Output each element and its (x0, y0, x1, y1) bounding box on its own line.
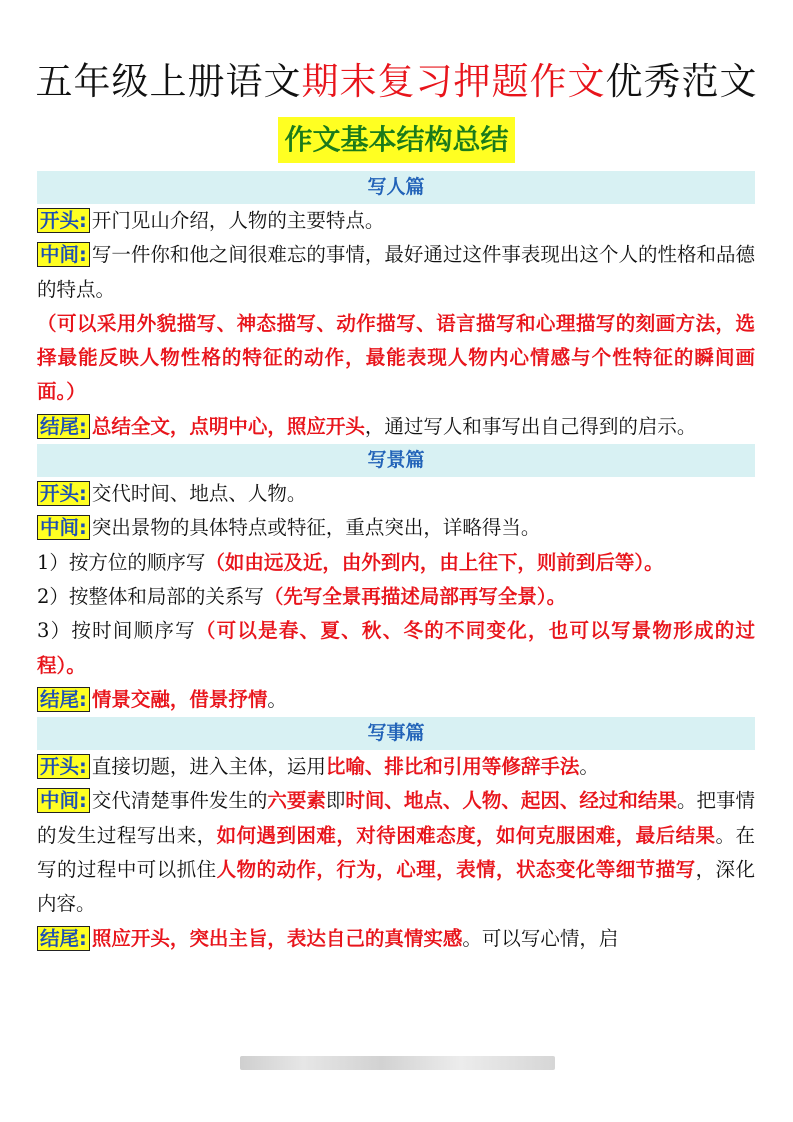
label-ending: 结尾: (37, 687, 90, 712)
xiejing-item-1-text: 1）按方位的顺序写 (37, 550, 206, 574)
label-middle: 中间: (37, 242, 90, 267)
xiejing-item-3-red: （可以是春、夏、秋、冬的不同变化，也可以写景物形成的过程）。 (37, 619, 755, 677)
xiejing-item-2-text: 2）按整体和局部的关系写 (37, 584, 264, 608)
xieshi-middle-5: 。把事情的发生过程写出来， (37, 789, 755, 847)
xieshi-middle (37, 784, 755, 921)
xiejing-ending-rest: 。 (267, 687, 287, 711)
xieshi-ending (37, 922, 755, 956)
xieshi-ending-rest: 。可以写心情，启 (462, 926, 619, 950)
xieshi-middle-4: 时间、地点、人物、起因、经过和结果 (345, 789, 677, 813)
xiejing-middle (37, 511, 755, 545)
xiejing-opening (37, 477, 755, 511)
document-body (37, 171, 755, 1031)
xieshi-middle-1: 交代清楚事件发生的 (91, 789, 268, 813)
label-opening: 开头: (37, 208, 90, 233)
xiejing-item-3 (37, 614, 755, 683)
xieren-middle-note: （可以采用外貌描写、神态描写、动作描写、语言描写和心理描写的刻画方法，选择最能反映人物性格的特征的动作，最能表现人物内心情感与个性特征的瞬间画面。） (37, 311, 755, 404)
xiejing-item-1 (37, 546, 755, 580)
section-heading-xieshi: 写事篇 (37, 717, 755, 750)
xiejing-item-2 (37, 580, 755, 614)
xieshi-middle-8: 人物的动作，行为，心理，表情，状态变化等细节描写 (216, 858, 696, 882)
label-middle: 中间: (37, 788, 90, 813)
xieren-middle (37, 238, 755, 307)
xieshi-middle-3: 即 (325, 789, 346, 813)
xieren-ending-red: 总结全文，点明中心，照应开头 (91, 414, 365, 438)
xiejing-opening-text: 交代时间、地点、人物。 (91, 482, 307, 506)
label-opening: 开头: (37, 754, 90, 779)
title-part-1: 五年级上册语文 (35, 60, 302, 103)
xieshi-middle-6: 如何遇到困难，对待困难态度，如何克服困难，最后结果 (216, 823, 716, 847)
section-heading-xieren: 写人篇 (37, 171, 755, 204)
xiejing-ending (37, 683, 755, 717)
page-subtitle: 作文基本结构总结 (278, 117, 514, 163)
xiejing-ending-red: 情景交融，借景抒情 (91, 687, 268, 711)
title-part-3: 优秀范文 (605, 60, 758, 103)
subtitle-container (0, 117, 793, 163)
xieren-middle-text: 写一件你和他之间很难忘的事情，最好通过这件事表现出这个人的性格和品德的特点。 (37, 243, 755, 301)
xieren-ending-rest: ，通过写人和事写出自己得到的启示。 (364, 414, 697, 438)
xieshi-middle-2: 六要素 (267, 789, 326, 813)
xieren-ending (37, 410, 755, 444)
xieshi-middle-9: ，深化内容。 (37, 858, 755, 916)
title-part-2: 期末复习押题作文 (301, 60, 606, 103)
xieshi-opening-red: 比喻、排比和引用等修辞手法 (325, 755, 580, 779)
xiejing-item-1-red: （如由远及近，由外到内，由上往下，则前到后等）。 (205, 550, 664, 574)
xieshi-middle-7: 。在写的过程中可以抓住 (37, 823, 755, 882)
page-title (0, 58, 793, 106)
xiejing-item-2-red: （先写全景再描述局部再写全景）。 (263, 584, 567, 608)
xieren-opening-text: 开门见山介绍，人物的主要特点。 (91, 209, 385, 232)
label-ending: 结尾: (37, 926, 90, 951)
blurred-footer-bar (240, 1056, 555, 1070)
label-opening: 开头: (37, 481, 90, 506)
xieshi-opening-text-c: 。 (579, 755, 599, 779)
section-heading-xiejing: 写景篇 (37, 444, 755, 477)
label-ending: 结尾: (37, 414, 90, 439)
xiejing-middle-text: 突出景物的具体特点或特征，重点突出，详略得当。 (91, 516, 541, 540)
xieshi-opening (37, 750, 755, 784)
xieshi-ending-red: 照应开头，突出主旨，表达自己的真情实感 (91, 926, 463, 950)
xiejing-item-3-text: 3）按时间顺序写 (37, 619, 196, 643)
label-middle: 中间: (37, 515, 90, 540)
xieshi-opening-text-a: 直接切题，进入主体，运用 (91, 755, 326, 779)
xieren-opening (37, 204, 755, 238)
